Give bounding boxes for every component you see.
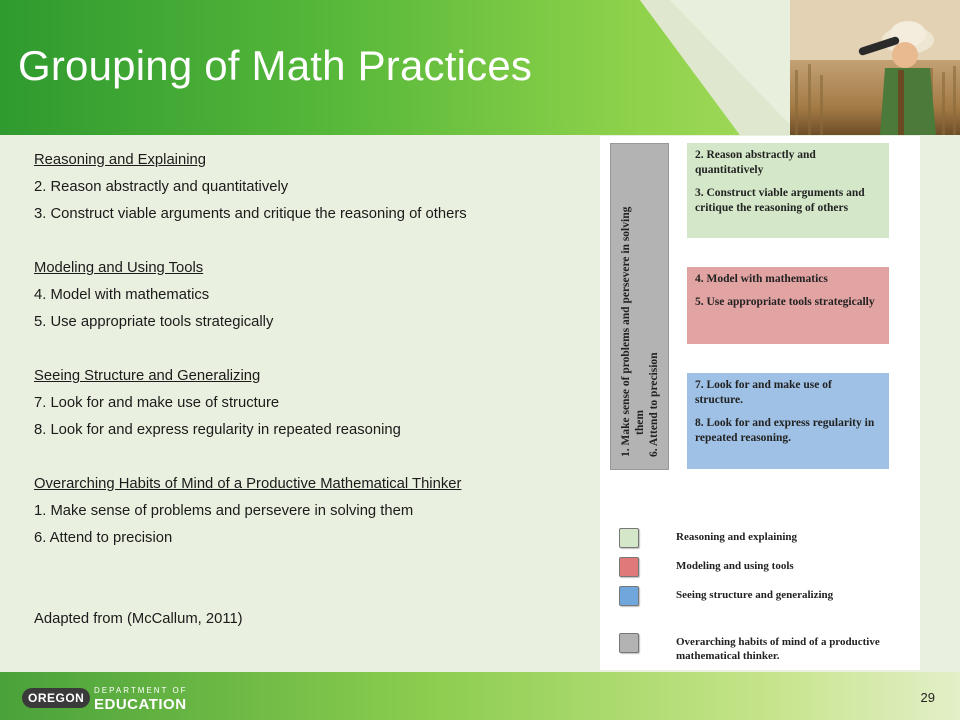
- legend-label: Modeling and using tools: [676, 560, 794, 572]
- vertical-item-1-cont: them: [633, 409, 646, 435]
- legend-item-structure: [619, 586, 919, 608]
- explorer-child-photo: [790, 0, 960, 135]
- group-heading-overarching: Overarching Habits of Mind of a Productive Mathematical Thinker: [34, 476, 462, 492]
- spacer: [34, 555, 594, 609]
- vertical-label: [619, 157, 661, 457]
- legend-item-overarching: [619, 633, 919, 669]
- legend-item-modeling: [619, 557, 919, 579]
- legend-swatch: [619, 557, 639, 577]
- page-number: 29: [920, 690, 935, 705]
- list-item: 7. Look for and make use of structure: [34, 395, 280, 411]
- header: [0, 0, 960, 135]
- list-item: 6. Attend to precision: [34, 530, 173, 546]
- modeling-box: [687, 267, 889, 344]
- legend-item-reasoning: [619, 528, 919, 550]
- logo-dept: DEPARTMENT OF: [94, 686, 188, 695]
- legend-label: Reasoning and explaining: [676, 531, 798, 543]
- list-item: 1. Make sense of problems and persevere in solving them: [34, 503, 414, 519]
- legend-swatch: [619, 586, 639, 606]
- spacer: [34, 339, 594, 366]
- list-item: 2. Reason abstractly and quantitatively: [34, 179, 289, 195]
- list-item: 3. Construct viable arguments and critique the reasoning of others: [34, 206, 467, 222]
- legend-label: Overarching habits of mind of a productive mathematical thinker.: [676, 636, 880, 662]
- legend-swatch: [619, 528, 639, 548]
- legend-swatch: [619, 633, 639, 653]
- box-item: 4. Model with mathematics: [695, 273, 828, 285]
- box-item: 7. Look for and make use of structure.: [695, 379, 832, 406]
- box-item: 3. Construct viable arguments and critique the reasoning of others: [695, 187, 865, 214]
- logo-state: OREGON: [22, 688, 90, 708]
- list-item: 5. Use appropriate tools strategically: [34, 314, 274, 330]
- spacer: [34, 447, 594, 474]
- page-title: Grouping of Math Practices: [18, 42, 533, 89]
- box-item: 5. Use appropriate tools strategically: [695, 296, 875, 308]
- vertical-item-6: 6. Attend to precision: [647, 351, 660, 457]
- legend-label: Seeing structure and generalizing: [676, 589, 834, 601]
- list-item: 8. Look for and express regularity in repeated reasoning: [34, 422, 401, 438]
- citation: Adapted from (McCallum, 2011): [34, 611, 243, 627]
- vertical-item-1: 1. Make sense of problems and persevere in solving: [619, 206, 632, 457]
- footer: [0, 672, 960, 720]
- logo-edu: EDUCATION: [94, 696, 187, 713]
- group-heading-modeling: Modeling and Using Tools: [34, 260, 204, 276]
- group-heading-reasoning: Reasoning and Explaining: [34, 152, 206, 168]
- box-item: 8. Look for and express regularity in repeated reasoning.: [695, 417, 875, 444]
- group-heading-structure: Seeing Structure and Generalizing: [34, 368, 261, 384]
- structure-box: [687, 373, 889, 469]
- practices-diagram: [600, 136, 920, 670]
- reasoning-box: [687, 143, 889, 238]
- spacer: [34, 231, 594, 258]
- list-item: 4. Model with mathematics: [34, 287, 210, 303]
- practice-list: [34, 150, 594, 636]
- box-item: 2. Reason abstractly and quantitatively: [695, 149, 816, 176]
- overarching-habits-bar: [610, 143, 669, 470]
